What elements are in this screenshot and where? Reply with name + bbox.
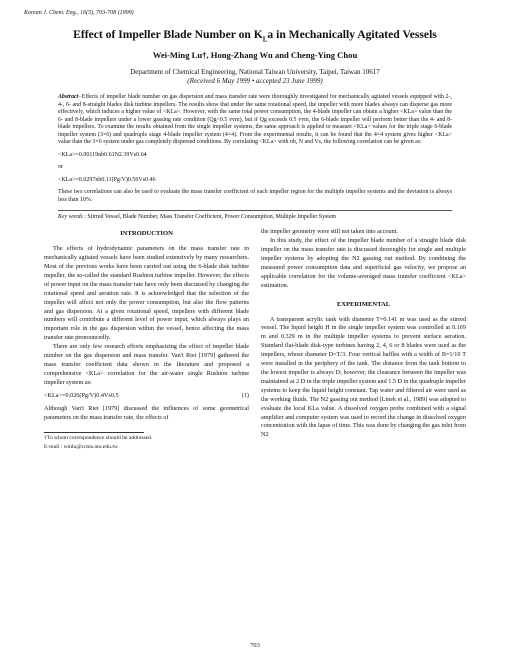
abstract-closing: These two correlations can also be used to evaluate the mass transfer coefficient of each impeller region for the multiple impeller systems and the deviation is always less than 10%. (58, 189, 452, 203)
experimental-heading: EXPERIMENTAL (336, 300, 391, 308)
keywords-text: : Stirred Vessel, Blade Number, Mass Transfer Coefficient, Power Consumption, Multiple Impeller System (82, 214, 337, 221)
title-pre: Effect of Impeller Blade Number on K (73, 28, 263, 41)
abstract-equation-1: <KLa>=0.00119nb0.61N2.39Vs0.64 (58, 151, 147, 158)
affiliation: Department of Chemical Engineering, National Taiwan University, Taipei, Taiwan 10617 (130, 68, 380, 77)
title-sub: L (262, 35, 268, 44)
paper-title (44, 28, 466, 43)
intro-paragraph-3: Although Van't Riet [1979] discussed the influences of some geometrical parameters on the mass transfer rate, the effects of (44, 404, 249, 421)
introduction-heading: INTRODUCTION (120, 230, 173, 238)
authors: Wei-Ming Lu†, Hong-Zhang Wu and Cheng-Ying Chou (152, 50, 358, 61)
abstract-label: Abstract (58, 94, 79, 101)
abstract-or: or (58, 164, 63, 171)
intro-paragraph-1: The effects of hydrodynamic parameters on the mass transfer rate in mechanically agitated vessels have been studied extensively by many researchers. Most of the previous works have been carried out using the 6-blade disk turbine impeller, the so-called the standard Rushton turbine impeller. However, the effects of power input on the mass transfer rate have only been discussed by changing the rotational speed and aeration rate. It is acknowledged that the selection of the impeller will affect not only the power consumption, but also the flow patterns and gas dispersion. At a given rotational speed, impellers with different blade numbers will contribute a different level of power input, which always plays an important role in the gas dispersion within the vessel, hence affecting the mass transfer rate pronouncedly. (44, 245, 249, 342)
right-column (261, 228, 466, 451)
received-dates: (Received 6 May 1999 • accepted 23 June 1999) (187, 77, 323, 86)
abstract (58, 94, 452, 204)
equation-1 (44, 392, 249, 401)
equation-1-body: <KLa>=0.026(Pg/V)0.4Vs0.5 (44, 391, 119, 399)
intro-paragraph-2: There are only few research efforts emphasizing the effect of impeller blade number on the gas dispersion and mass transfer. Van't Riet [1979] gathered the mass transfer coefficient data shown in the literature and proposed a comprehensive <KLa> correlation for the air-water single Rushton turbine impeller system as: (44, 343, 249, 386)
abstract-text: −Effects of impeller blade number on gas dispersion and mass transfer rate were thoroughly investigated for mechanically agitated vessels equipped with 2-, 4-, 6- and 8-straight blades disk turbine impellers. The results show that under the same rotational speed, the impeller with more blades always can disperse gas more effectively, which induces a higher value of <KLa>. However, with the same total power consumption, the 4-blade impeller can obtain a higher <KLa> value than the 6- and 8-blade impellers under a lower gassing rate condition (Qg<0.5 vvm), but if Qg exceeds 0.5 vvm, the 6-blade impeller will perform better than the 4- and 8-blade impellers. To examine the results obtained from the single impeller systems, the same approach is applied to measure <KLa> values for the triple stage 6-blade impeller system (3×6) and quadruple stage 4-blade impeller system (4×4). From the experimental results, it can be found that the 4×4 system gives higher <KLa> value than the 3×6 system under gas completely dispersed conditions. By correlating <KLa> with nb, N and Vs, the following correlation can be given as: (58, 94, 452, 146)
experimental-paragraph: A transparent acrylic tank with diameter T=0.141 m was used as the stirred vessel. The liquid height H in the single impeller system was controlled at 0.169 m and 0.329 m in the multiple impeller systems to prevent surface aeration. Standard flat-blade disk-type turbines having 2, 4, 6 or 8 blades were used as the impellers, whose diameter D=T/3. Four vertical baffles with a width of B=1/10 T were installed in the periphery of the tank. The distance from the tank bottom to the lowest impeller is always D; however, the clearance between the impeller was maintained at 2 D in the triple impeller system and 1.5 D in the quadruple impeller systems to keep the liquid height constant. Tap water and filtered air were used as the working fluids. The N2 gassing out method [Linek et al., 1989] was adopted to evaluate the local KLa value. A dissolved oxygen probe combined with a signal amplifier and computer system was used to record the change in dissolved oxygen concentration with the lapse of time. This was done by changing the gas inlet from N2 (261, 315, 466, 439)
right-paragraph-1: the impeller geometry were still not taken into account. (261, 228, 398, 236)
body-columns (44, 228, 466, 451)
footnote-email: E-mail : wmlu@ccms.ntu.edu.tw (44, 444, 118, 451)
footnote-rule (44, 432, 144, 433)
equation-1-number: (1) (241, 391, 249, 399)
left-column (44, 228, 249, 451)
keywords-label: Key words (58, 214, 83, 221)
page-number: 703 (250, 642, 260, 649)
abstract-equation-2: <KLa>=0.0297nb0.11(Pg/V)0.56Vs0.46 (58, 176, 156, 183)
footnote-correspondence: †To whom correspondence should be addressed. (44, 435, 153, 442)
journal-citation: Korean J. Chem. Eng., 16(5), 703-708 (1999) (24, 10, 134, 16)
title-post: a in Mechanically Agitated Vessels (267, 28, 437, 41)
keywords (58, 210, 452, 220)
right-paragraph-2: In this study, the effect of the impeller blade number of a straight blade disk impeller on the mass transfer rate is discussed thoroughly for single and multiple impeller systems by adopting the N2 gassing out method. By combining the measured power consumption data and superficial gas velocity, we propose an applicable correlation for the volume-averaged mass transfer coefficient <KLa> estimation. (261, 237, 466, 289)
